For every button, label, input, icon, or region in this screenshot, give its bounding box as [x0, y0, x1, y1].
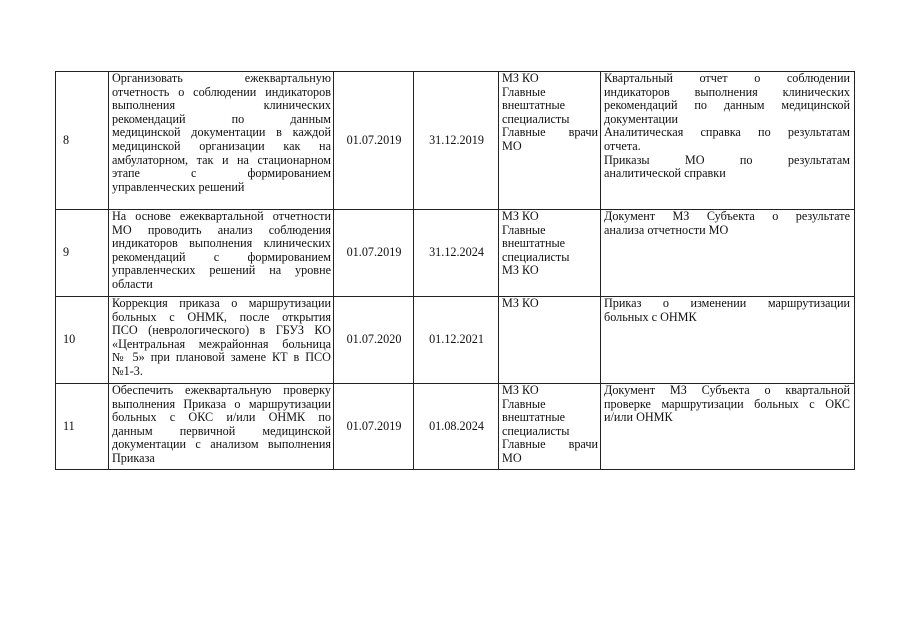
result-line: Документ МЗ Субъекта о квартальной: [604, 383, 850, 397]
start-date: 01.07.2019: [334, 72, 414, 210]
responsible-cell: [499, 210, 601, 297]
task-line: этапе с формированием: [112, 166, 331, 181]
row-number: 8: [56, 72, 109, 210]
responsible-line: МЗ КО: [502, 209, 539, 223]
task-line: выполнения клинических: [112, 98, 331, 113]
responsible-line: МЗ КО: [502, 296, 539, 310]
task-line: рекомендаций по данным: [112, 111, 331, 126]
responsible-line: внештатные: [502, 98, 566, 113]
result-line: Квартальный отчет о соблюдении: [604, 71, 850, 85]
start-date: 01.07.2020: [334, 297, 414, 384]
table-body: [56, 72, 855, 470]
responsible-line: МЗ КО: [502, 263, 539, 278]
task-line: «Центральная межрайонная больница: [112, 336, 331, 351]
result-line: Аналитическая справка по результатам: [604, 125, 850, 140]
result-line: рекомендаций по данным медицинской: [604, 98, 850, 113]
task-line: Приказа: [112, 450, 155, 465]
result-line: документации: [604, 111, 679, 126]
task-line: ПСО (неврологического) в ГБУЗ КО: [112, 323, 331, 338]
start-date: 01.07.2019: [334, 384, 414, 470]
result-line: Приказ о изменении маршрутизации: [604, 296, 850, 310]
end-date: 01.08.2024: [414, 384, 499, 470]
table-row: [56, 210, 855, 297]
row-number: 11: [56, 384, 109, 470]
task-line: больных с ОКС и/или ОНМК по: [112, 410, 331, 425]
end-date: 31.12.2019: [414, 72, 499, 210]
task-line: документации с анализом выполнения: [112, 437, 331, 452]
result-line: больных с ОНМК: [604, 309, 697, 324]
result-cell: [601, 72, 855, 210]
task-line: рекомендаций с формированием: [112, 249, 331, 264]
task-line: На основе ежеквартальной отчетности: [112, 209, 331, 223]
responsible-line: Главные: [502, 84, 546, 99]
result-line: отчета.: [604, 138, 641, 153]
responsible-line: специалисты: [502, 111, 570, 126]
table-row: [56, 384, 855, 470]
action-plan-table: [55, 71, 855, 470]
start-date: 01.07.2019: [334, 210, 414, 297]
row-number: 10: [56, 297, 109, 384]
result-cell: [601, 210, 855, 297]
result-cell: [601, 297, 855, 384]
responsible-cell: [499, 384, 601, 470]
task-line: Обеспечить ежеквартальную проверку: [112, 383, 331, 397]
task-cell: [109, 72, 334, 210]
task-line: №1-3.: [112, 363, 143, 378]
task-line: Организовать ежеквартальную: [112, 71, 331, 85]
task-line: области: [112, 276, 153, 291]
responsible-line: МО: [502, 450, 522, 465]
result-paragraph: [604, 297, 850, 324]
row-number: 9: [56, 210, 109, 297]
responsible-line: Главные врачи: [502, 125, 598, 140]
table-row: [56, 72, 855, 210]
responsible-line: специалисты: [502, 249, 570, 264]
result-paragraph: [604, 126, 850, 153]
responsible-line: МО: [502, 138, 522, 153]
responsible-line: Главные: [502, 222, 546, 237]
responsible-line: внештатные: [502, 236, 566, 251]
responsible-line: внештатные: [502, 410, 566, 425]
responsible-line: специалисты: [502, 423, 570, 438]
responsible-line: Главные: [502, 396, 546, 411]
task-line: амбулаторном, так и на стационарном: [112, 152, 331, 167]
responsible-cell: [499, 72, 601, 210]
task-line: медицинской организации как на: [112, 138, 331, 153]
task-cell: [109, 384, 334, 470]
task-line: Коррекция приказа о маршрутизации: [112, 296, 331, 310]
result-paragraph: [604, 210, 850, 237]
result-line: и/или ОНМК: [604, 410, 673, 425]
task-cell: [109, 297, 334, 384]
task-line: управленческих решений: [112, 179, 245, 194]
result-paragraph: [604, 154, 850, 181]
responsible-cell: [499, 297, 601, 384]
task-line: медицинской документации в каждой: [112, 125, 331, 140]
result-line: анализа отчетности МО: [604, 222, 729, 237]
result-line: Приказы МО по результатам: [604, 152, 850, 167]
end-date: 01.12.2021: [414, 297, 499, 384]
result-paragraph: [604, 384, 850, 425]
task-line: больных с ОНМК, после открытия: [112, 309, 331, 324]
result-cell: [601, 384, 855, 470]
result-line: проверке маршрутизации больных с ОКС: [604, 396, 850, 411]
task-line: отчетность о соблюдении индикаторов: [112, 84, 331, 99]
result-paragraph: [604, 72, 850, 126]
task-line: управленческих решений на уровне: [112, 263, 331, 278]
task-line: данным первичной медицинской: [112, 423, 331, 438]
responsible-line: МЗ КО: [502, 71, 539, 85]
responsible-line: Главные врачи: [502, 437, 598, 452]
result-line: индикаторов выполнения клинических: [604, 84, 850, 99]
task-line: № 5» при плановой замене КТ в ПСО: [112, 350, 331, 365]
table-row: [56, 297, 855, 384]
responsible-line: МЗ КО: [502, 383, 539, 397]
result-line: аналитической справки: [604, 166, 726, 181]
task-cell: [109, 210, 334, 297]
task-line: выполнения Приказа о маршрутизации: [112, 396, 331, 411]
task-line: МО проводить анализ соблюдения: [112, 222, 331, 237]
task-line: индикаторов выполнения клинических: [112, 236, 331, 251]
result-line: Документ МЗ Субъекта о результате: [604, 209, 850, 223]
end-date: 31.12.2024: [414, 210, 499, 297]
